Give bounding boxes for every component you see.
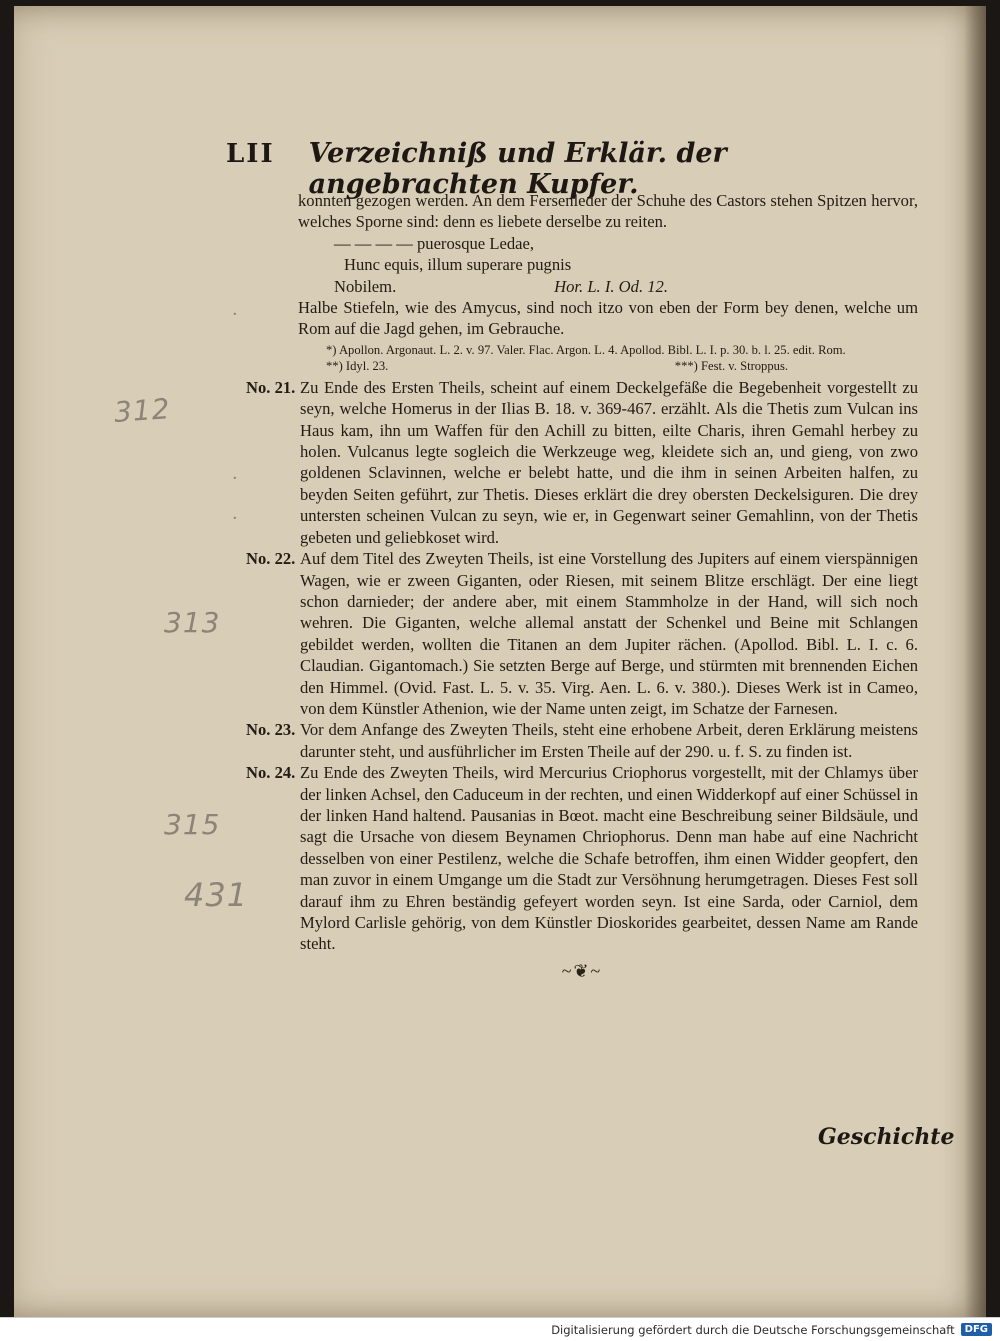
catalog-entry: [246, 377, 918, 548]
catalog-entry: [246, 548, 918, 719]
ornament-icon: ~❦~: [561, 960, 603, 981]
footer-credit: Digitalisierung gefördert durch die Deutsche Forschungsgemeinschaft: [551, 1322, 955, 1337]
entry-text: Vor dem Anfange des Zweyten Theils, steht eine erhobene Arbeit, deren Erklärung meistens darunter steht, und ausführlicher im Ersten Theile auf der 290. u. f. S. zu finden ist.: [300, 720, 918, 761]
verse-attribution: Hor. L. I. Od. 12.: [554, 276, 668, 296]
margin-note-pencil: 313: [164, 606, 221, 639]
text-body: [246, 190, 918, 982]
entry-text: Zu Ende des Zweyten Theils, wird Mercurius Criophorus vorgestellt, mit der Chlamys über der linken Achsel, den Caduceum in der rechten, und einen Widderkopf auf einer Schüssel in der linken Hand haltend. Pausanias in Bœot. macht eine Beschreibung seiner Bildsäule, und sagt die Ursache von diesem Beynamen Chriophorus. Denn man habe auf eine Nachricht desselben von einer Pestilenz, welche die Schafe betroffen, ihm einen Widder geopfert, den man zuvor in einem Umgange um die Stadt zur Versöhnung herumgetragen. Dieses Fest soll darauf ihm zu Ehren beständig gefeyert worden seyn. Ist eine Sarda, oder Carniol, dem Mylord Carlisle gehörig, von dem Künstler Dioskorides gearbeitet, dessen Name am Rande steht.: [300, 763, 918, 954]
margin-mark: ·: [232, 508, 238, 529]
verse-line: Nobilem.: [334, 276, 397, 296]
paragraph-boots: Halbe Stiefeln, wie des Amycus, sind noch itzo von eben der Form bey denen, welche um Rom auf die Jagd gehen, im Gebrauche.: [298, 298, 918, 339]
book-page: [14, 6, 986, 1318]
footnote: **) Idyl. 23.: [326, 359, 389, 374]
latin-verse: [246, 233, 918, 297]
verse-row: [334, 276, 918, 297]
page-folio: LII: [226, 139, 275, 169]
catchword: Geschichte: [818, 1124, 955, 1150]
margin-mark: ·: [232, 304, 238, 325]
verse-line: — — — — puerosque Ledae,: [334, 233, 534, 253]
catalog-entry: [246, 719, 918, 762]
margin-note-pencil: 315: [164, 808, 221, 841]
catalog-entry: [246, 762, 918, 955]
digitization-footer: [0, 1317, 1000, 1341]
entry-number: No. 24.: [246, 763, 296, 783]
page-spine-shadow: [964, 6, 986, 1318]
footnote: *) Apollon. Argonaut. L. 2. v. 97. Valer. Flac. Argon. L. 4. Apollod. Bibl. L. I. p. 30. b. l. 25. edit. Rom.: [326, 342, 846, 357]
margin-note-pencil: 312: [112, 392, 172, 429]
entry-number: No. 21.: [246, 377, 296, 397]
verse-line: Hunc equis, illum superare pugnis: [344, 255, 572, 275]
entry-number: No. 22.: [246, 549, 296, 569]
margin-note-pencil: 431: [184, 876, 249, 914]
entry-text: Zu Ende des Ersten Theils, scheint auf einem Deckelgefäße die Begebenheit vorgestellt zu seyn, welche Homerus in der Ilias B. 18. v. 369-467. erzählt. Als die Thetis zum Vulcan ins Haus kam, ihn um Waffen für den Achill zu bitten, eilte Charis, ihren Gemahl herbey zu holen. Vulcanus legte sogleich die Werkzeuge weg, kleidete sich an, und gieng, von zwo goldenen Sclavinnen, welche er belebt hatte, und die ihm in seinen Arbeiten halfen, zu beyden Seiten geführt, zur Thetis. Dieses erklärt die drey obersten Deckelsiguren. Die drey untersten scheinen Vulcan zu seyn, wie er, in Gegenwart seiner Gemahlinn, von der Thetis gebeten und geliebkoset wird.: [300, 377, 918, 547]
entry-text: Auf dem Titel des Zweyten Theils, ist eine Vorstellung des Jupiters auf einem vierspännigen Wagen, wie er zween Giganten, oder Riesen, mit seinem Blitze erschlägt. Der eine liegt schon darnieder; der andere aber, mit einem Stammholze in der Hand, will sich noch wehren. Die Giganten, welche allemal anstatt der Schenkel und Beine mit Schlangen gebildet werden, wollten die Titanen an dem Jupiter rächen. (Apollod. Bibl. L. I. c. 6. Claudian. Gigantomach.) Sie setzten Berge auf Berge, und stürmten mit brennenden Eichen den Himmel. (Ovid. Fast. L. 5. v. 35. Virg. Aen. L. 6. v. 380.). Dieses Werk ist in Cameo, von dem Künstler Athenion, wie der Name unten zeigt, im Schatze der Farnesen.: [300, 549, 918, 718]
entry-number: No. 23.: [246, 720, 296, 740]
paragraph-opening: konnten gezogen werden. An dem Fersenleder der Schuhe des Castors stehen Spitzen hervor, welches Sporne sind: denn es liebete derselbe zu reiten.: [298, 191, 918, 232]
margin-mark: ·: [232, 468, 238, 489]
footnote-row: [326, 358, 918, 375]
running-title: Verzeichniß und Erklär. der angebrachten Kupfer.: [308, 138, 727, 200]
footnote: ***) Fest. v. Stroppus.: [674, 359, 788, 374]
dfg-logo-icon: DFG: [961, 1323, 992, 1336]
footnotes: [246, 342, 918, 375]
